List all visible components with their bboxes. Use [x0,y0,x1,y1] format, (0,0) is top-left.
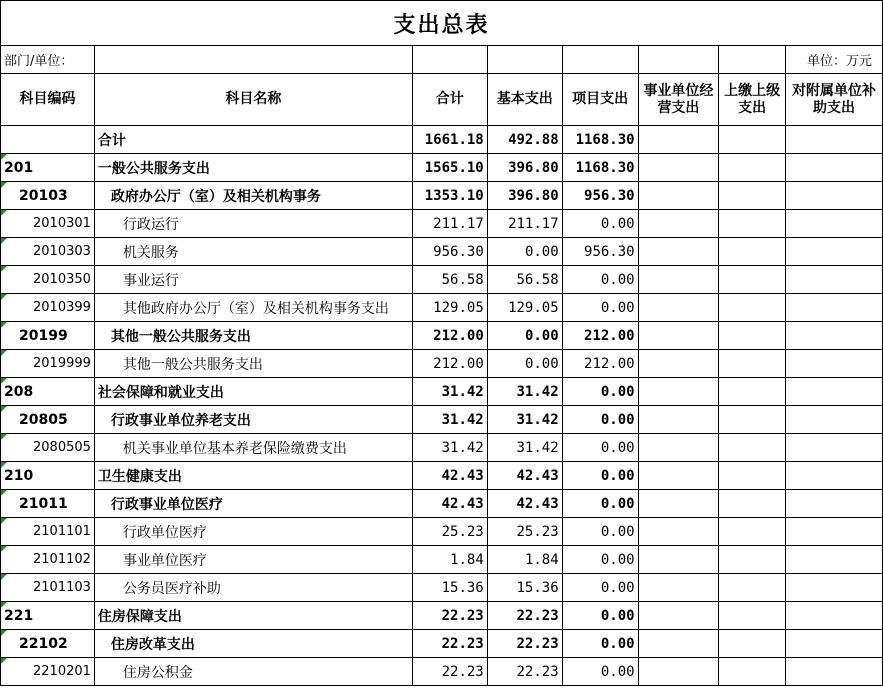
cell-name[interactable]: 其他一般公共服务支出 [94,322,412,350]
header-subsidy[interactable]: 对附属单位补助支出 [786,74,883,126]
cell-code[interactable]: 2210201 [1,658,95,686]
cell-business[interactable] [638,518,719,546]
cell-business[interactable] [638,630,719,658]
table-row [1,182,883,210]
cell-basic[interactable]: 1.84 [487,546,562,574]
cell-project[interactable]: 0.00 [562,658,638,686]
cell-upper[interactable] [719,490,786,518]
cell-comment-marker-icon [1,182,7,188]
table-row [1,126,883,154]
cell-total[interactable]: 1353.10 [412,182,487,210]
cell-comment-marker-icon [1,546,7,552]
cell-upper[interactable] [719,434,786,462]
cell-business[interactable] [638,546,719,574]
cell-business[interactable] [638,406,719,434]
cell-business[interactable] [638,294,719,322]
cell-project[interactable]: 212.00 [562,322,638,350]
cell-subsidy[interactable] [786,266,883,294]
cell-code[interactable]: 2101101 [1,518,95,546]
cell-upper[interactable] [719,154,786,182]
cell-upper[interactable] [719,462,786,490]
cell-subsidy[interactable] [786,434,883,462]
cell-basic[interactable]: 31.42 [487,434,562,462]
table-row [1,350,883,378]
cell-subsidy[interactable] [786,574,883,602]
header-code[interactable]: 科目编码 [1,74,95,126]
cell-project[interactable]: 1168.30 [562,126,638,154]
cell-comment-marker-icon [1,462,7,468]
cell-basic[interactable]: 22.23 [487,630,562,658]
cell-total[interactable]: 31.42 [412,378,487,406]
cell-code[interactable]: 2080505 [1,434,95,462]
cell-business[interactable] [638,658,719,686]
cell-project[interactable]: 0.00 [562,490,638,518]
cell-code[interactable]: 2010301 [1,210,95,238]
cell-subsidy[interactable] [786,182,883,210]
cell-name[interactable]: 社会保障和就业支出 [94,378,412,406]
table-row [1,294,883,322]
cell-total[interactable]: 42.43 [412,490,487,518]
cell-code[interactable]: 210 [1,462,95,490]
cell-project[interactable]: 956.30 [562,238,638,266]
cell-total[interactable]: 212.00 [412,322,487,350]
cell-code[interactable] [1,126,95,154]
cell-code[interactable]: 2019999 [1,350,95,378]
cell-basic[interactable]: 31.42 [487,378,562,406]
table-row [1,462,883,490]
cell-subsidy[interactable] [786,658,883,686]
cell-project[interactable]: 0.00 [562,630,638,658]
cell-code[interactable]: 2010303 [1,238,95,266]
cell-name[interactable]: 其他一般公共服务支出 [94,350,412,378]
cell-comment-marker-icon [1,406,7,412]
cell-name[interactable]: 政府办公厅（室）及相关机构事务 [94,182,412,210]
cell-project[interactable]: 212.00 [562,350,638,378]
cell-basic[interactable]: 22.23 [487,658,562,686]
cell-upper[interactable] [719,546,786,574]
cell-upper[interactable] [719,210,786,238]
cell-code[interactable]: 22102 [1,630,95,658]
cell-name[interactable]: 住房改革支出 [94,630,412,658]
cell-subsidy[interactable] [786,294,883,322]
cell-project[interactable]: 0.00 [562,406,638,434]
cell-subsidy[interactable] [786,546,883,574]
cell-name[interactable]: 一般公共服务支出 [94,154,412,182]
cell-basic[interactable]: 56.58 [487,266,562,294]
cell-code[interactable]: 20103 [1,182,95,210]
cell-comment-marker-icon [1,350,7,356]
cell-upper[interactable] [719,350,786,378]
cell-total[interactable]: 1661.18 [412,126,487,154]
cell-name[interactable]: 行政事业单位医疗 [94,490,412,518]
cell-comment-marker-icon [1,154,7,160]
cell-total[interactable]: 129.05 [412,294,487,322]
cell-code[interactable]: 208 [1,378,95,406]
cell-business[interactable] [638,378,719,406]
cell-business[interactable] [638,154,719,182]
cell-name[interactable]: 行政事业单位养老支出 [94,406,412,434]
cell-name[interactable]: 行政运行 [94,210,412,238]
cell-basic[interactable]: 492.88 [487,126,562,154]
cell-business[interactable] [638,434,719,462]
header-upper[interactable]: 上缴上级支出 [719,74,786,126]
table-row [1,574,883,602]
cell-subsidy[interactable] [786,406,883,434]
cell-basic[interactable]: 15.36 [487,574,562,602]
cell-comment-marker-icon [1,266,7,272]
cell-total[interactable]: 42.43 [412,462,487,490]
cell-business[interactable] [638,490,719,518]
cell-total[interactable]: 22.23 [412,602,487,630]
table-row [1,210,883,238]
cell-code[interactable]: 2010350 [1,266,95,294]
table-row [1,658,883,686]
meta-empty-cell[interactable] [638,46,719,74]
cell-code[interactable]: 20199 [1,322,95,350]
cell-code[interactable]: 2101103 [1,574,95,602]
cell-project[interactable]: 1168.30 [562,154,638,182]
cell-code[interactable]: 2101102 [1,546,95,574]
cell-name[interactable]: 事业单位医疗 [94,546,412,574]
cell-code[interactable]: 221 [1,602,95,630]
table-row [1,154,883,182]
dept-label[interactable]: 部门/单位： [1,46,95,74]
cell-subsidy[interactable] [786,238,883,266]
cell-project[interactable]: 0.00 [562,434,638,462]
unit-label[interactable]: 单位：万元 [786,46,883,74]
cell-subsidy[interactable] [786,126,883,154]
cell-project[interactable]: 956.30 [562,182,638,210]
cell-business[interactable] [638,322,719,350]
cell-project[interactable]: 0.00 [562,518,638,546]
cell-upper[interactable] [719,602,786,630]
cell-comment-marker-icon [1,490,7,496]
meta-empty-cell[interactable] [562,46,638,74]
cell-total[interactable]: 22.23 [412,658,487,686]
cell-basic[interactable]: 42.43 [487,462,562,490]
meta-empty-cell[interactable] [719,46,786,74]
cell-comment-marker-icon [1,574,7,580]
cell-total[interactable]: 211.17 [412,210,487,238]
cell-name[interactable]: 机关事业单位基本养老保险缴费支出 [94,434,412,462]
table-row [1,266,883,294]
cell-comment-marker-icon [1,210,7,216]
header-project[interactable]: 项目支出 [562,74,638,126]
cell-business[interactable] [638,238,719,266]
cell-code[interactable]: 21011 [1,490,95,518]
cell-upper[interactable] [719,266,786,294]
cell-basic[interactable]: 0.00 [487,238,562,266]
cell-business[interactable] [638,266,719,294]
cell-business[interactable] [638,602,719,630]
cell-total[interactable]: 31.42 [412,434,487,462]
header-basic[interactable]: 基本支出 [487,74,562,126]
cell-project[interactable]: 0.00 [562,210,638,238]
cell-total[interactable]: 25.23 [412,518,487,546]
header-name[interactable]: 科目名称 [94,74,412,126]
meta-empty-cell[interactable] [487,46,562,74]
cell-upper[interactable] [719,126,786,154]
cell-comment-marker-icon [1,378,7,384]
cell-name[interactable]: 行政单位医疗 [94,518,412,546]
cell-business[interactable] [638,350,719,378]
cell-business[interactable] [638,126,719,154]
cell-comment-marker-icon [1,630,7,636]
table-row [1,238,883,266]
cell-upper[interactable] [719,378,786,406]
cell-upper[interactable] [719,518,786,546]
table-row [1,490,883,518]
cell-name[interactable]: 公务员医疗补助 [94,574,412,602]
table-row [1,630,883,658]
cell-subsidy[interactable] [786,322,883,350]
meta-row [1,46,883,74]
cell-name[interactable]: 机关服务 [94,238,412,266]
table-row [1,378,883,406]
cell-upper[interactable] [719,406,786,434]
cell-upper[interactable] [719,574,786,602]
cell-comment-marker-icon [1,238,7,244]
cell-basic[interactable]: 396.80 [487,182,562,210]
cell-business[interactable] [638,574,719,602]
table-row [1,322,883,350]
cell-name[interactable]: 住房公积金 [94,658,412,686]
cell-comment-marker-icon [1,602,7,608]
cell-upper[interactable] [719,322,786,350]
cell-business[interactable] [638,210,719,238]
cell-comment-marker-icon [1,518,7,524]
cell-project[interactable]: 0.00 [562,546,638,574]
header-total[interactable]: 合计 [412,74,487,126]
cell-upper[interactable] [719,658,786,686]
cell-name[interactable]: 合计 [94,126,412,154]
dept-value-cell[interactable] [94,46,412,74]
table-row [1,434,883,462]
cell-business[interactable] [638,462,719,490]
cell-basic[interactable]: 22.23 [487,602,562,630]
cell-basic[interactable]: 129.05 [487,294,562,322]
cell-business[interactable] [638,182,719,210]
table-title: 支出总表 [0,0,883,45]
cell-basic[interactable]: 396.80 [487,154,562,182]
cell-subsidy[interactable] [786,210,883,238]
cell-comment-marker-icon [1,658,7,664]
cell-upper[interactable] [719,294,786,322]
cell-basic[interactable]: 25.23 [487,518,562,546]
cell-project[interactable]: 0.00 [562,378,638,406]
cell-project[interactable]: 0.00 [562,462,638,490]
cell-subsidy[interactable] [786,630,883,658]
cell-subsidy[interactable] [786,518,883,546]
cell-upper[interactable] [719,630,786,658]
cell-basic[interactable]: 42.43 [487,490,562,518]
cell-comment-marker-icon [1,294,7,300]
expenditure-table [0,45,883,686]
cell-total[interactable]: 956.30 [412,238,487,266]
cell-upper[interactable] [719,182,786,210]
cell-project[interactable]: 0.00 [562,602,638,630]
cell-name[interactable]: 卫生健康支出 [94,462,412,490]
cell-total[interactable]: 15.36 [412,574,487,602]
cell-subsidy[interactable] [786,350,883,378]
header-row [1,74,883,126]
cell-subsidy[interactable] [786,154,883,182]
table-row [1,406,883,434]
cell-comment-marker-icon [1,322,7,328]
header-business[interactable]: 事业单位经营支出 [638,74,719,126]
cell-basic[interactable]: 0.00 [487,350,562,378]
cell-basic[interactable]: 211.17 [487,210,562,238]
cell-total[interactable]: 22.23 [412,630,487,658]
cell-comment-marker-icon [1,434,7,440]
table-row [1,518,883,546]
cell-code[interactable]: 2010399 [1,294,95,322]
table-row [1,546,883,574]
cell-project[interactable]: 0.00 [562,294,638,322]
cell-total[interactable]: 1565.10 [412,154,487,182]
cell-name[interactable]: 其他政府办公厅（室）及相关机构事务支出 [94,294,412,322]
cell-subsidy[interactable] [786,490,883,518]
cell-upper[interactable] [719,238,786,266]
meta-empty-cell[interactable] [412,46,487,74]
cell-subsidy[interactable] [786,378,883,406]
cell-project[interactable]: 0.00 [562,574,638,602]
table-row [1,602,883,630]
cell-code[interactable]: 201 [1,154,95,182]
cell-total[interactable]: 56.58 [412,266,487,294]
cell-basic[interactable]: 0.00 [487,322,562,350]
cell-total[interactable]: 31.42 [412,406,487,434]
cell-subsidy[interactable] [786,602,883,630]
cell-subsidy[interactable] [786,462,883,490]
cell-total[interactable]: 1.84 [412,546,487,574]
cell-basic[interactable]: 31.42 [487,406,562,434]
cell-total[interactable]: 212.00 [412,350,487,378]
cell-name[interactable]: 住房保障支出 [94,602,412,630]
cell-project[interactable]: 0.00 [562,266,638,294]
cell-name[interactable]: 事业运行 [94,266,412,294]
cell-code[interactable]: 20805 [1,406,95,434]
